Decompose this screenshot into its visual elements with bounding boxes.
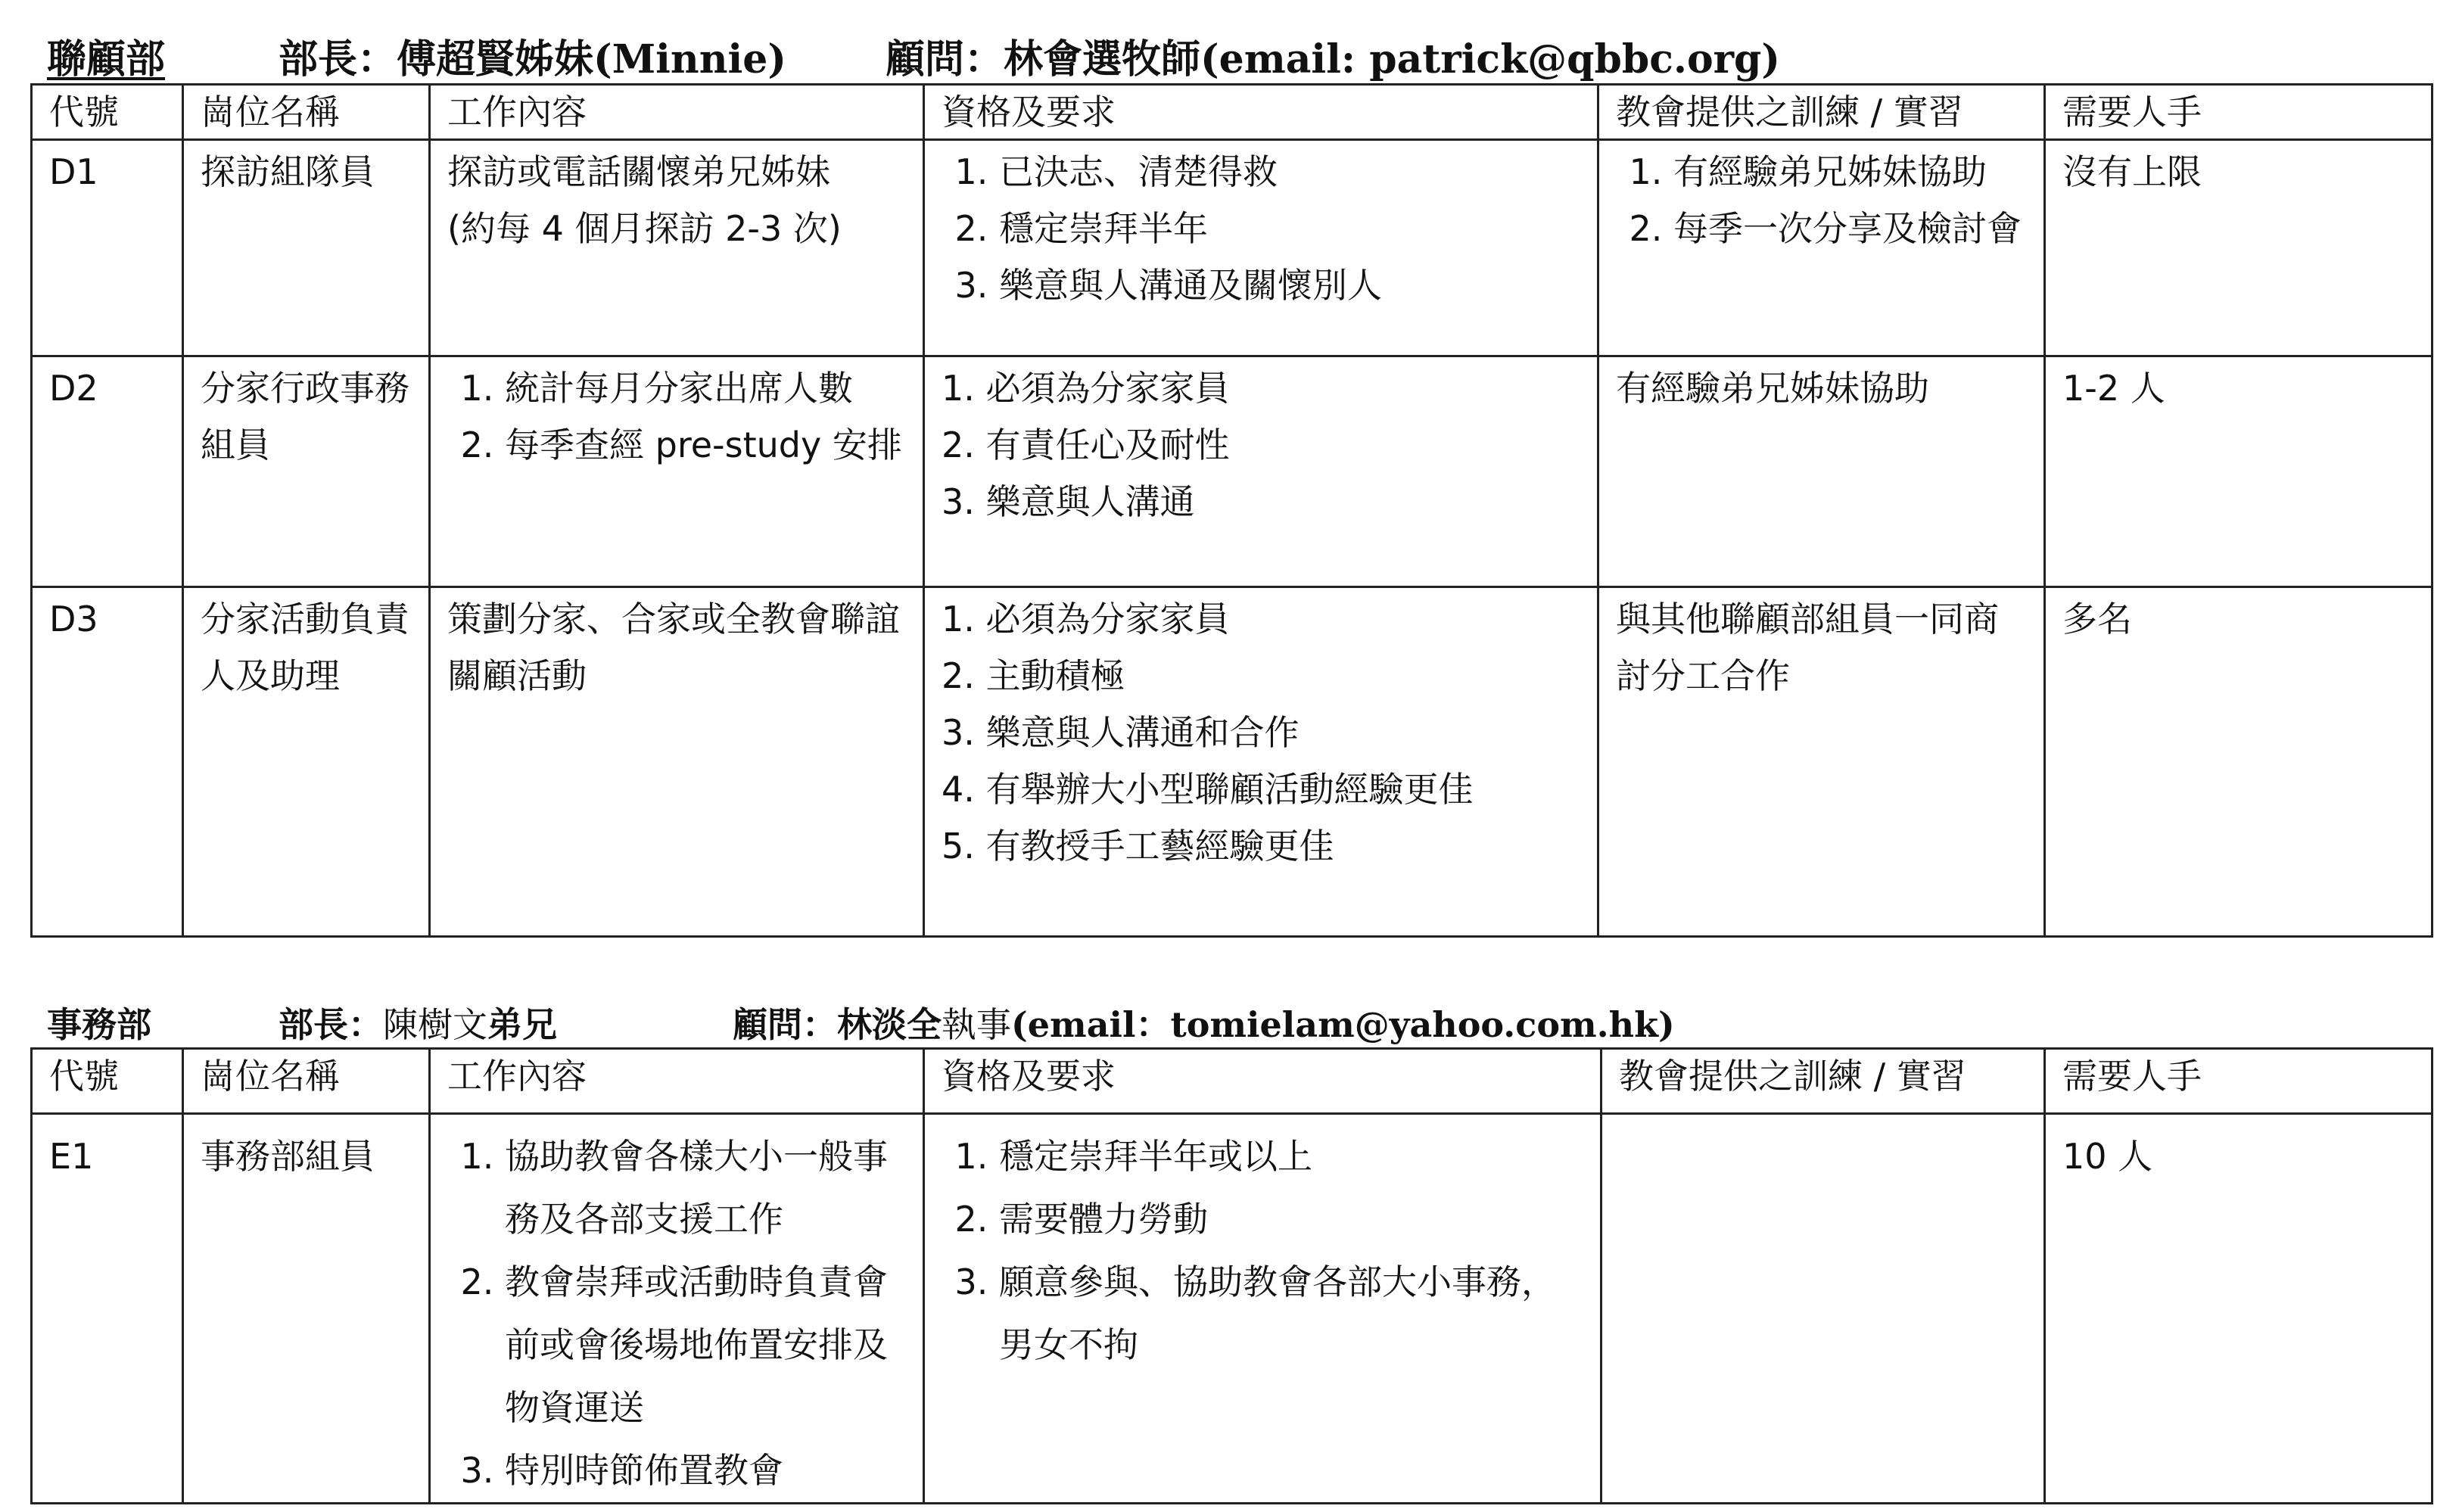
- requirement-line: 4. 有舉辦大小型聯顧活動經驗更佳: [942, 769, 1474, 810]
- work-item: 1. 統計每月分家出席人數: [505, 360, 906, 417]
- work-cell: [430, 356, 924, 587]
- code-cell: D2: [32, 356, 183, 587]
- requirement-item: 2. 穩定崇拜半年: [999, 201, 1580, 257]
- requirement-line: 1. 必須為分家家員: [942, 368, 1230, 409]
- code-cell: E1: [32, 1114, 183, 1504]
- title-cell: 分家活動負責人及助理: [183, 587, 430, 937]
- header-cell: 崗位名稱: [183, 1049, 430, 1114]
- requirement-line: 2. 主動積極: [942, 655, 1125, 696]
- work-cell: [430, 1114, 924, 1504]
- table-header-row: [32, 1049, 2433, 1114]
- needed-cell: 10 人: [2045, 1114, 2433, 1504]
- dept-head: [279, 997, 557, 1047]
- dept-name: 事務部: [47, 1004, 151, 1045]
- header-cell: 教會提供之訓練 / 實習: [1598, 85, 2045, 140]
- work-item: 2. 每季查經 pre-study 安排: [505, 417, 906, 474]
- training-item: 1. 有經驗弟兄姊妹協助: [1673, 144, 2027, 201]
- code-cell: D1: [32, 140, 183, 356]
- needed-cell: 1-2 人: [2045, 356, 2433, 587]
- dept-advisor: [733, 997, 1675, 1047]
- work-line: (約每 4 個月探訪 2-3 次): [447, 208, 842, 249]
- dept-name: 聯顧部: [47, 36, 166, 82]
- dept-advisor-title: 執事: [942, 1004, 1011, 1045]
- requirement-item: 2. 需要體力勞動: [999, 1188, 1583, 1251]
- requirement-line: 3. 樂意與人溝通和合作: [942, 712, 1300, 753]
- requirement-item: 1. 已決志、清楚得救: [999, 144, 1580, 201]
- work-cell: [430, 140, 924, 356]
- work-line: 探訪或電話關懷弟兄姊妹: [447, 151, 830, 192]
- header-cell: 資格及要求: [924, 1049, 1601, 1114]
- title-cell: 分家行政事務組員: [183, 356, 430, 587]
- work-item: 2. 教會崇拜或活動時負責會前或會後場地佈置安排及物資運送: [505, 1251, 906, 1439]
- code-cell: D3: [32, 587, 183, 937]
- header-cell: 代號: [32, 85, 183, 140]
- table-row: [32, 140, 2433, 356]
- needed-cell: 多名: [2045, 587, 2433, 937]
- requirement-line: 2. 有責任心及耐性: [942, 425, 1230, 465]
- training-cell: 與其他聯顧部組員一同商討分工合作: [1598, 587, 2045, 937]
- requirement-line: 5. 有教授手工藝經驗更佳: [942, 826, 1334, 866]
- dept-advisor-email: (email：tomielam@yahoo.com.hk): [1011, 1004, 1675, 1045]
- header-cell: 教會提供之訓練 / 實習: [1601, 1049, 2045, 1114]
- requirement-item: 3. 樂意與人溝通及關懷別人: [999, 257, 1580, 314]
- needed-cell: 沒有上限: [2045, 140, 2433, 356]
- requirements-cell: [924, 587, 1598, 937]
- requirement-item: 1. 穩定崇拜半年或以上: [999, 1125, 1583, 1188]
- dept-head-suffix: 弟兄: [487, 1004, 557, 1045]
- section-heading-care-dept: [47, 27, 2393, 88]
- requirement-line: 1. 必須為分家家員: [942, 599, 1230, 639]
- requirements-cell: [924, 1114, 1601, 1504]
- training-cell: [1598, 140, 2045, 356]
- table-header-row: [32, 85, 2433, 140]
- section-heading-affairs-dept: [47, 997, 2393, 1050]
- title-cell: 探訪組隊員: [183, 140, 430, 356]
- dept-head-prefix: 部長：: [279, 1004, 383, 1045]
- header-cell: 需要人手: [2045, 85, 2433, 140]
- training-cell: [1601, 1114, 2045, 1504]
- work-item: 1. 協助教會各樣大小一般事務及各部支援工作: [505, 1125, 906, 1251]
- table-row: [32, 587, 2433, 937]
- care-dept-table: [30, 83, 2433, 938]
- header-cell: 崗位名稱: [183, 85, 430, 140]
- header-cell: 資格及要求: [924, 85, 1598, 140]
- table-row: [32, 356, 2433, 587]
- requirements-cell: [924, 356, 1598, 587]
- work-item: 3. 特別時節佈置教會: [505, 1439, 906, 1502]
- header-cell: 代號: [32, 1049, 183, 1114]
- requirements-cell: [924, 140, 1598, 356]
- header-cell: 工作內容: [430, 85, 924, 140]
- title-cell: 事務部組員: [183, 1114, 430, 1504]
- training-cell: 有經驗弟兄姊妹協助: [1598, 356, 2045, 587]
- dept-head-name: 陳樹文: [383, 1004, 487, 1045]
- header-cell: 需要人手: [2045, 1049, 2433, 1114]
- dept-head: 部長：傅超賢姊妹(Minnie): [279, 36, 786, 82]
- dept-advisor: 顧問：林會選牧師(email: patrick@qbbc.org): [886, 36, 1781, 82]
- requirement-item: 3. 願意參與、協助教會各部大小事務，男女不拘: [999, 1251, 1583, 1377]
- training-item: 2. 每季一次分享及檢討會: [1673, 201, 2027, 257]
- requirement-line: 3. 樂意與人溝通: [942, 481, 1195, 522]
- header-cell: 工作內容: [430, 1049, 924, 1114]
- table-row: [32, 1114, 2433, 1504]
- affairs-dept-table: [30, 1047, 2433, 1504]
- dept-advisor-prefix: 顧問：林淡全: [733, 1004, 942, 1045]
- work-cell: 策劃分家、合家或全教會聯誼關顧活動: [430, 587, 924, 937]
